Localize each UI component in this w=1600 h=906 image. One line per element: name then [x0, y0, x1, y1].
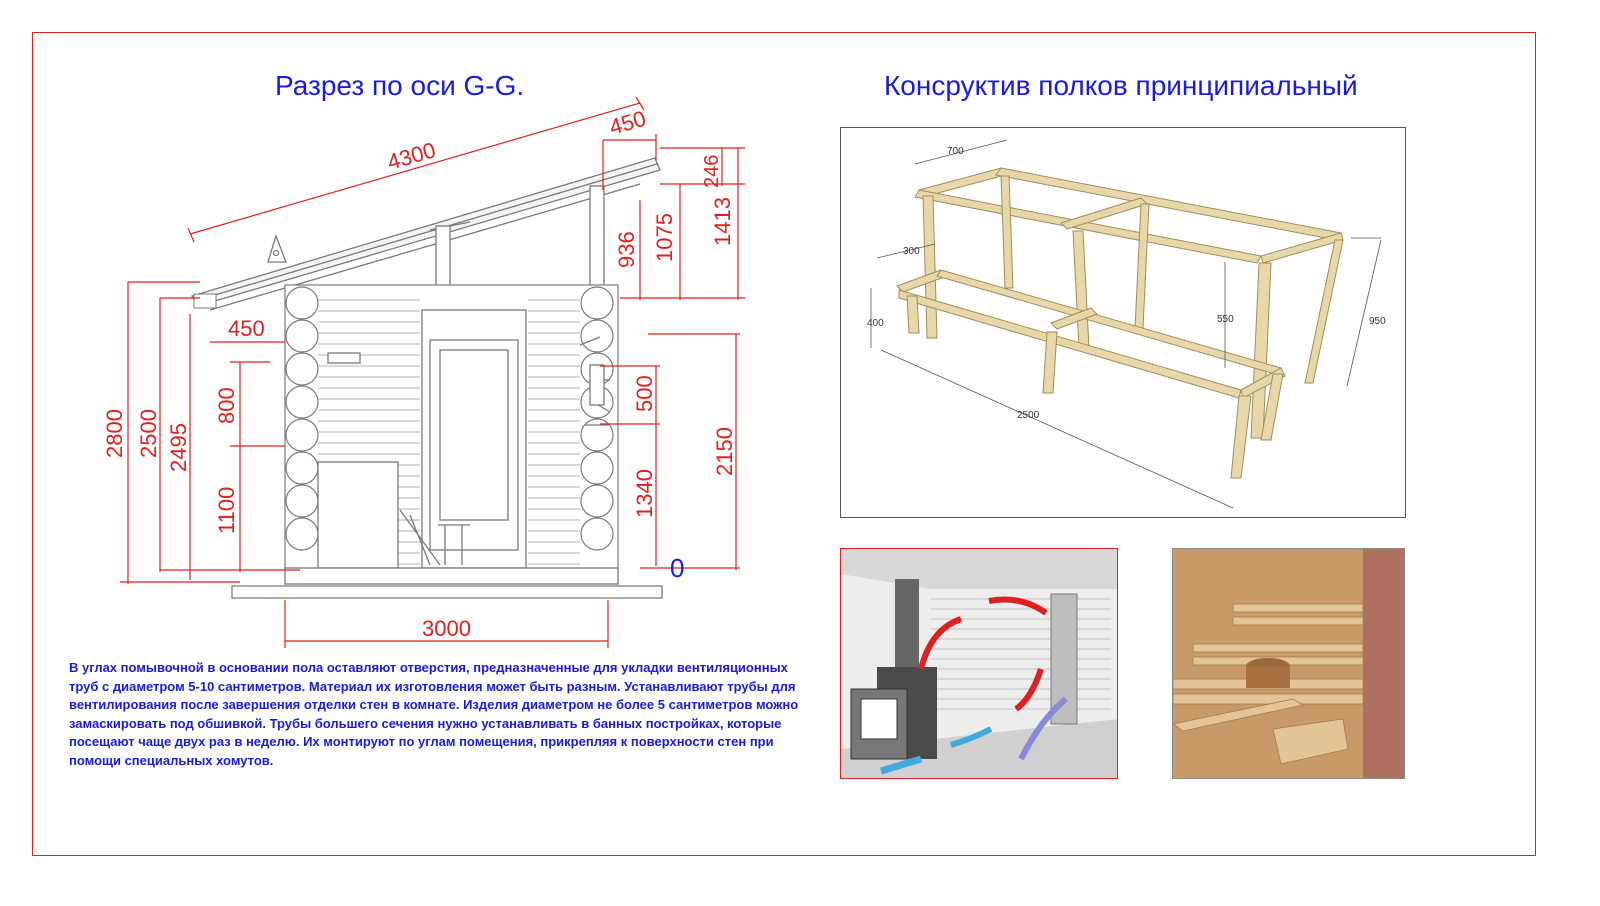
dim-500: 500 — [632, 375, 657, 412]
foundation — [232, 568, 662, 598]
dim-936: 936 — [614, 231, 639, 268]
dim-width: 3000 — [422, 616, 471, 641]
door — [422, 310, 526, 568]
gutter — [194, 294, 216, 308]
shelf-drawing — [841, 128, 1406, 518]
shelf-dim-2500: 2500 — [1017, 410, 1040, 421]
dim-2495: 2495 — [166, 423, 191, 472]
dim-1100: 1100 — [214, 486, 239, 534]
sauna-drawing — [1173, 549, 1405, 779]
shelf-dim-400: 400 — [867, 318, 884, 329]
dim-1413: 1413 — [710, 197, 735, 246]
dim-2500: 2500 — [136, 409, 161, 458]
dim-2800: 2800 — [102, 409, 127, 458]
shelf-dim-700: 700 — [947, 146, 964, 157]
sauna-interior-photo — [1172, 548, 1405, 779]
dim-1340: 1340 — [632, 469, 657, 518]
level-zero: 0 — [670, 553, 685, 583]
shelf-title: Консруктив полков принципиальный — [884, 70, 1358, 101]
ventilation-illustration — [840, 548, 1118, 779]
ventilation-note: В углах помывочной в основании пола оставляют отверстия, предназначенные для укладки вентиляционных труб с диаметром 5-10 сантиметров. Материал их изготовления может быть разным. Устанавливают трубы для вентилирования после завершения отделки стен в комнате. Изделия диаметром не более 5 сантиметров можно замаскировать под обшивкой. Трубы большего сечения нужно устанавливать в банных постройках, которые посещают чаще двух раз в неделю. Их монтируют по углам помещения, прикрепляя к поверхности стен при помощи специальных хомутов. — [69, 660, 799, 768]
shelf-dim-950: 950 — [1369, 316, 1386, 327]
dim-246: 246 — [701, 154, 723, 188]
shelf-dim-300: 300 — [903, 246, 920, 257]
dim-top-overhang: 450 — [606, 105, 649, 140]
shelf-dim-550: 550 — [1217, 314, 1234, 325]
section-drawing — [0, 0, 840, 660]
shelf-frame — [897, 168, 1343, 478]
ventilation-drawing — [841, 549, 1118, 779]
shelf-panel — [840, 127, 1406, 518]
section-title: Разрез по оси G-G. — [275, 70, 525, 101]
dim-1075: 1075 — [652, 213, 677, 262]
dim-left-overhang: 450 — [228, 316, 265, 341]
dim-800: 800 — [214, 387, 239, 424]
dim-2150: 2150 — [712, 427, 737, 476]
dim-roof-length: 4300 — [384, 137, 439, 175]
